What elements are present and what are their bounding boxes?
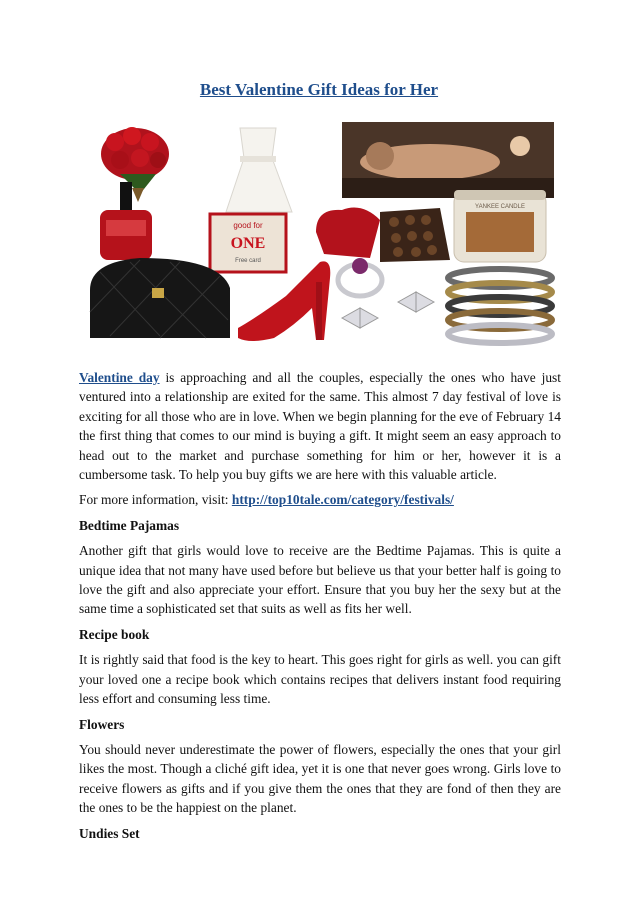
white-dress	[226, 128, 292, 212]
card-line-3: Free card	[235, 258, 261, 264]
intro-paragraph	[79, 368, 561, 484]
more-info-label: For more information, visit:	[79, 492, 232, 508]
section-heading-flowers: Flowers	[79, 716, 125, 732]
chocolate-heart-box	[316, 208, 450, 262]
valentine-day-link[interactable]: Valentine day	[79, 370, 160, 385]
page-title: Best Valentine Gift Ideas for Her	[199, 80, 439, 99]
section-heading-recipe-book: Recipe book	[79, 626, 150, 642]
card-line-2: ONE	[230, 235, 266, 252]
section-text-flowers: You should never underestimate the power of flowers, especially the ones that your girl likes the most. Though a cliché gift idea, yet it is one that never goes wrong. Girls love to receive flowers as gifts and if you give them the ones that they are fond of then they are the ones to be the happiest on the planet.	[79, 741, 561, 816]
spa-massage-photo	[342, 122, 554, 198]
gift-collage-image	[80, 112, 560, 352]
section-heading-undies-set: Undies Set	[79, 825, 140, 841]
intro-text: is approaching and all the couples, especially the ones who have just ventured into a relationship are exited for the same. This almost 7 day festival of love is exciting for all those who are in love. When we begin planning for the eve of February 14 the first thing that comes to our mind is buying a gift. It might seem an easy approach to head out to the market and purchase something for him or her, however it is a cumbersome task. To help you buy gifts we are here with this valuable article.	[79, 370, 561, 483]
sparkle-ring	[338, 258, 382, 296]
article-body	[79, 368, 561, 849]
section-text-recipe-book: It is rightly said that food is the key to heart. This goes right for girls as well. you can gift your loved one a recipe book which contains recipes that delivers instant food requiring less effort and consuming less time.	[79, 652, 561, 707]
more-info-line	[79, 490, 561, 509]
stacked-bangles	[448, 269, 552, 343]
nail-polish-bottle	[100, 182, 152, 260]
festivals-link[interactable]: http://top10tale.com/category/festivals/	[231, 492, 454, 508]
section-heading-pajamas: Bedtime Pajamas	[79, 517, 180, 533]
section-text-pajamas: Another gift that girls would love to receive are the Bedtime Pajamas. This is quite a unique idea that not many have used before but believe us that your better half is going to love the gift and also appreciate your effort. Ensure that you buy her the sexy but at the same time a sophisticated set that suits as well as fits her well.	[79, 543, 561, 617]
scented-candle-jar	[454, 190, 546, 262]
roses-bouquet	[101, 127, 169, 202]
candle-label: YANKEE CANDLE	[475, 204, 525, 210]
black-quilted-handbag	[90, 258, 230, 338]
coupon-card	[210, 214, 286, 272]
card-line-1: good for	[233, 221, 263, 230]
